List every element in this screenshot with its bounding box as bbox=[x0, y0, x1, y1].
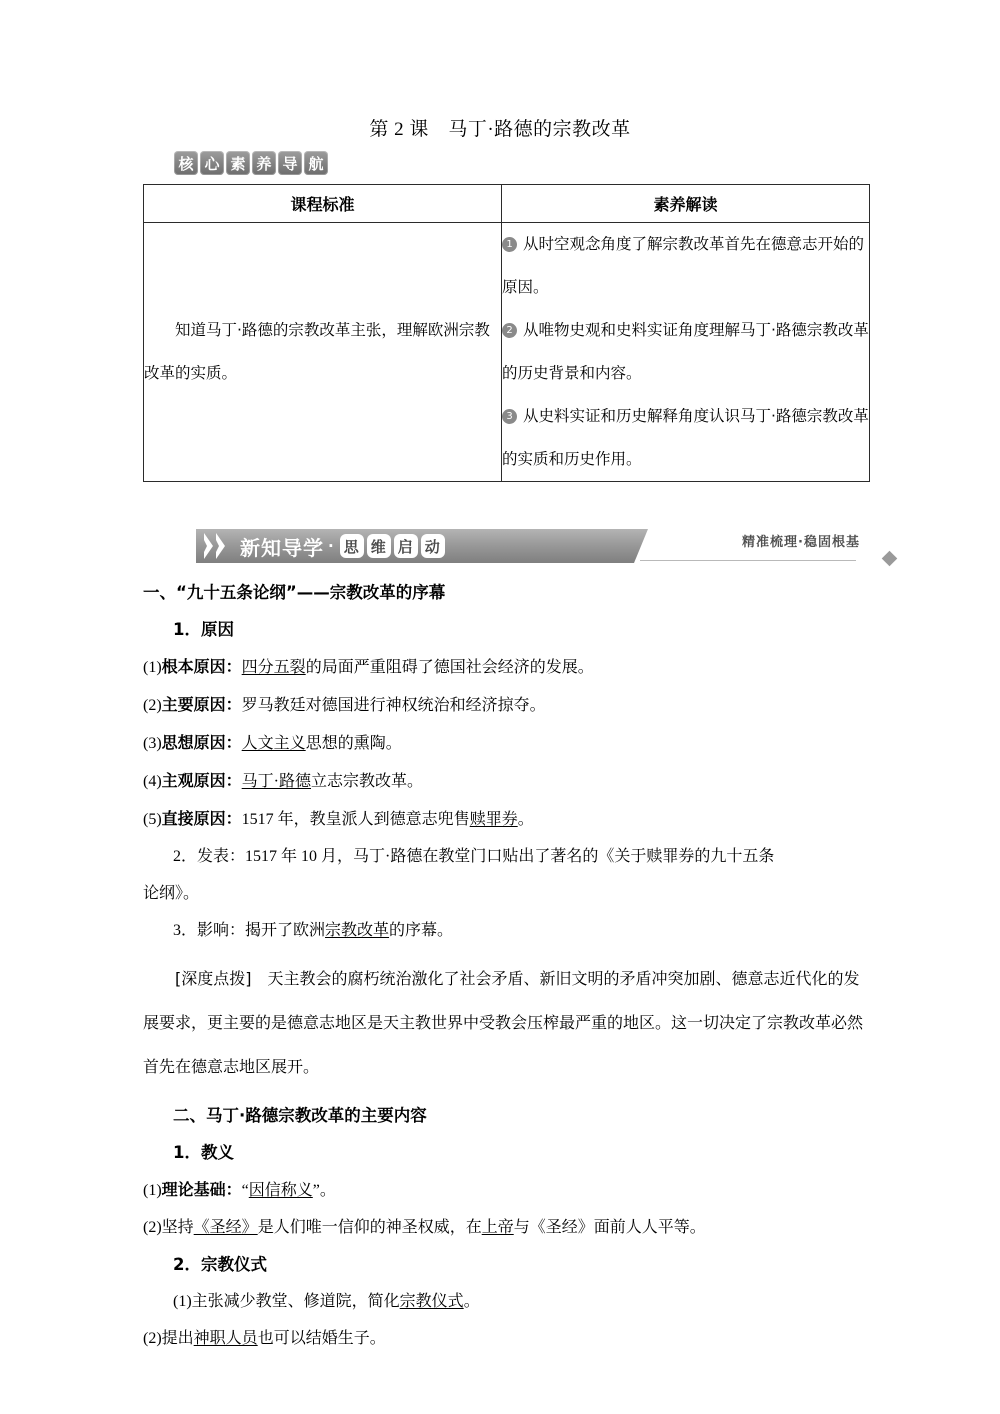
cause-number: (2) bbox=[143, 697, 162, 714]
section-one-heading: 一、“九十五条论纲”——宗教改革的序幕 bbox=[143, 583, 446, 602]
list-item bbox=[502, 223, 869, 309]
list-item-label: 从时空观念角度了解宗教改革首先在德意志开始的原因。 bbox=[502, 235, 865, 296]
ritual-keyword-clergy: 神职人员 bbox=[193, 1330, 258, 1347]
cause-number: (3) bbox=[143, 735, 162, 752]
number-2-icon: 2 bbox=[502, 323, 517, 338]
badge-char: 养 bbox=[252, 151, 276, 175]
doctrine-text-mid: 是人们唯一信仰的神圣权威，在 bbox=[257, 1219, 482, 1236]
doctrine-number: (1) bbox=[143, 1182, 162, 1199]
doctrine-item-1 bbox=[143, 1171, 865, 1209]
badge-char: 核 bbox=[174, 151, 198, 175]
badge-char: 心 bbox=[200, 151, 224, 175]
table-header-row bbox=[144, 185, 870, 223]
deep-tip-label: [深度点拨] bbox=[175, 969, 252, 988]
banner-title bbox=[240, 529, 446, 563]
quote-open: “ bbox=[241, 1182, 249, 1199]
cause-keyword: 四分五裂 bbox=[241, 659, 306, 676]
diamond-icon bbox=[882, 551, 898, 567]
cause-item-5 bbox=[143, 800, 865, 838]
cause-label: 思想原因： bbox=[161, 733, 242, 752]
banner-boxed-char: 动 bbox=[421, 534, 445, 558]
ritual-text-pre: (2)提出 bbox=[143, 1330, 194, 1347]
section-two-heading: 二、马丁·路德宗教改革的主要内容 bbox=[173, 1106, 427, 1125]
cause-text: 。 bbox=[517, 811, 534, 828]
item-3-text-pre: 3．影响：揭开了欧洲 bbox=[173, 922, 326, 939]
table-header-literacy-interpretation: 素养解读 bbox=[502, 185, 870, 223]
chevron-right-icon bbox=[216, 533, 229, 559]
ritual-text-post: 也可以结婚生子。 bbox=[257, 1330, 386, 1347]
core-literacy-badge bbox=[174, 151, 328, 175]
item-1-heading: 1．原因 bbox=[173, 620, 234, 639]
cause-item-4 bbox=[143, 762, 865, 800]
section-banner bbox=[196, 529, 648, 563]
doctrine-keyword-bible: 《圣经》 bbox=[193, 1219, 258, 1236]
banner-rule-divider bbox=[640, 560, 856, 561]
ritual-heading: 2．宗教仪式 bbox=[173, 1255, 267, 1274]
banner-plain-text: 新知导学 bbox=[240, 535, 324, 560]
doctrine-text-post: 面前人人平等。 bbox=[593, 1219, 706, 1236]
page-title: 第 2 课 马丁·路德的宗教改革 bbox=[369, 119, 631, 140]
ritual-keyword: 宗教仪式 bbox=[399, 1293, 464, 1310]
doctrine-keyword-bible-2: 《圣经》 bbox=[529, 1219, 594, 1236]
badge-char: 航 bbox=[304, 151, 328, 175]
list-item bbox=[502, 395, 869, 481]
ritual-text-post: 。 bbox=[463, 1293, 480, 1310]
body-content bbox=[143, 574, 865, 1357]
cause-keyword: 马丁·路德 bbox=[241, 773, 312, 790]
doctrine-label: 理论基础： bbox=[161, 1180, 242, 1199]
doctrine-heading: 1．教义 bbox=[173, 1143, 234, 1162]
banner-subtitle: 精准梳理·稳固根基 bbox=[742, 535, 860, 550]
cause-label: 根本原因： bbox=[161, 657, 242, 676]
doctrine-text-mid-2: 与 bbox=[513, 1219, 530, 1236]
quote-close: ”。 bbox=[312, 1182, 336, 1199]
item-2-line-1: 2．发表：1517 年 10 月，马丁·路德在教堂门口贴出了著名的《关于赎罪券的九十五条 bbox=[173, 848, 775, 865]
ritual-text-pre: (1)主张减少教堂、修道院，简化 bbox=[173, 1293, 400, 1310]
deep-tip-text: 天主教会的腐朽统治激化了社会矛盾、新旧文明的矛盾冲突加剧、德意志近代化的发展要求，更主要的是德意志地区是天主教世界中受教会压榨最严重的地区。这一切决定了宗教改革必然首先在德意志地区展开。 bbox=[143, 969, 864, 1076]
banner-boxed-char: 维 bbox=[367, 534, 391, 558]
number-1-icon: 1 bbox=[502, 237, 517, 252]
number-3-icon: 3 bbox=[502, 409, 517, 424]
badge-char: 素 bbox=[226, 151, 250, 175]
cause-item-2 bbox=[143, 686, 865, 724]
cause-item-3 bbox=[143, 724, 865, 762]
cause-text-pre: 1517 年，教皇派人到德意志兜售 bbox=[241, 811, 470, 828]
table-cell-literacy-interpretation bbox=[502, 223, 870, 482]
badge-char: 导 bbox=[278, 151, 302, 175]
banner-boxed-char: 思 bbox=[340, 534, 364, 558]
list-item-label: 从唯物史观和史料实证角度理解马丁·路德宗教改革的历史背景和内容。 bbox=[502, 321, 869, 382]
ritual-item-1 bbox=[143, 1283, 865, 1320]
banner-boxed-char: 启 bbox=[394, 534, 418, 558]
cause-item-1 bbox=[143, 648, 865, 686]
list-item bbox=[502, 309, 869, 395]
cause-text: 的局面严重阻碍了德国社会经济的发展。 bbox=[305, 659, 594, 676]
list-item-label: 从史料实证和历史解释角度认识马丁·路德宗教改革的实质和历史作用。 bbox=[502, 407, 869, 468]
banner-separator: · bbox=[328, 537, 335, 555]
cause-label: 直接原因： bbox=[161, 809, 242, 828]
doctrine-keyword-god: 上帝 bbox=[481, 1219, 514, 1236]
cause-keyword: 人文主义 bbox=[241, 735, 306, 752]
table-header-course-standard: 课程标准 bbox=[144, 185, 502, 223]
item-3-text-post: 的序幕。 bbox=[389, 922, 454, 939]
deep-tip-paragraph bbox=[143, 957, 865, 1089]
cause-text: 思想的熏陶。 bbox=[305, 735, 402, 752]
cause-number: (5) bbox=[143, 811, 162, 828]
doctrine-item-2 bbox=[143, 1209, 865, 1246]
table-row bbox=[144, 223, 870, 482]
item-3-keyword: 宗教改革 bbox=[325, 922, 390, 939]
item-2-line-2: 论纲》。 bbox=[143, 885, 200, 902]
item-3-line bbox=[143, 912, 865, 949]
cause-keyword: 赎罪券 bbox=[469, 811, 518, 828]
doctrine-keyword: 因信称义 bbox=[248, 1182, 313, 1199]
cause-label: 主要原因： bbox=[161, 695, 242, 714]
cause-number: (1) bbox=[143, 659, 162, 676]
cause-label: 主观原因： bbox=[161, 771, 242, 790]
cause-text: 立志宗教改革。 bbox=[311, 773, 424, 790]
ritual-item-2 bbox=[143, 1320, 865, 1357]
table-cell-course-standard: 知道马丁·路德的宗教改革主张，理解欧洲宗教改革的实质。 bbox=[144, 223, 502, 482]
cause-number: (4) bbox=[143, 773, 162, 790]
doctrine-text-pre: (2)坚持 bbox=[143, 1219, 194, 1236]
cause-text: 罗马教廷对德国进行神权统治和经济掠夺。 bbox=[241, 697, 546, 714]
standards-table bbox=[143, 184, 870, 482]
